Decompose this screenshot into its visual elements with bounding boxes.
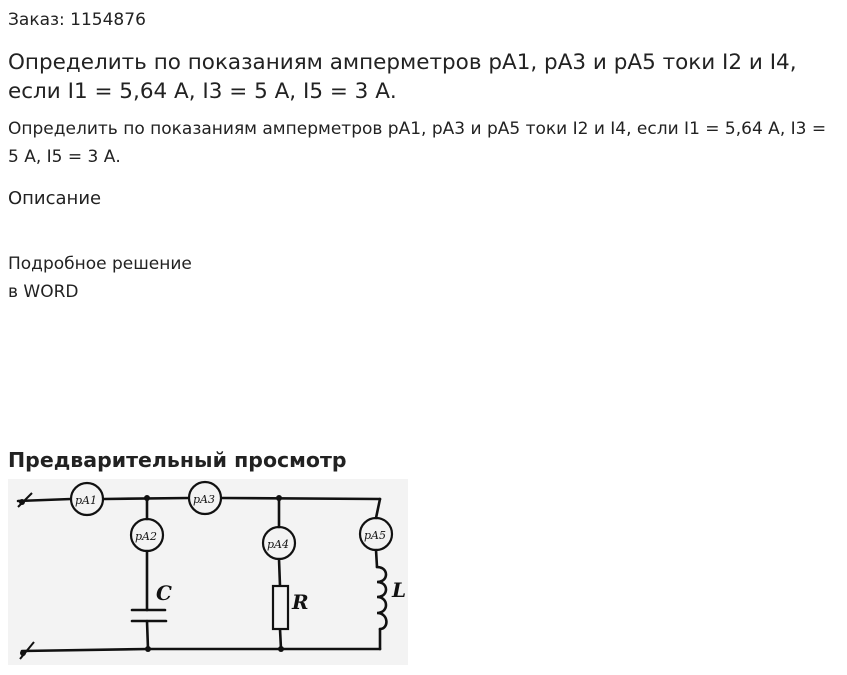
- resistor: [273, 586, 288, 629]
- ammeter-pa5-label: pA5: [364, 529, 386, 542]
- input-terminal-dot: [19, 499, 25, 505]
- ammeter-pa4-label: pA4: [267, 538, 289, 551]
- capacitor-plates: [132, 610, 166, 621]
- description-heading: Описание: [8, 188, 102, 209]
- ammeter-pa4: [263, 527, 295, 559]
- ammeter-pa3-label: pA3: [193, 493, 215, 506]
- circuit-diagram-image: [8, 479, 408, 665]
- ammeter-pa5: [360, 518, 392, 550]
- inductor-coil: [377, 567, 386, 629]
- order-number: Заказ: 1154876: [8, 10, 146, 30]
- ammeter-pa2: [131, 519, 163, 551]
- output-terminal-dot: [20, 650, 26, 656]
- solution-note: [8, 250, 192, 306]
- ammeter-pa3: [189, 482, 221, 514]
- ammeter-pa1-label: pA1: [75, 494, 97, 507]
- task-text: Определить по показаниям амперметров pA1, pA3 и pA5 токи I2 и I4, если I1 = 5,64 А, I3 = 5 А, I5 = 3 А.: [8, 119, 827, 167]
- ammeter-pa1: [71, 483, 103, 515]
- solution-line-2: в WORD: [8, 282, 79, 302]
- node-dot: [278, 646, 284, 652]
- task-title: Определить по показаниям амперметров pA1, pA3 и pA5 токи I2 и I4, если I1 = 5,64 А, I3 = 5 А, I5 = 3 А.: [8, 50, 797, 104]
- solution-line-1: Подробное решение: [8, 254, 192, 274]
- ammeter-pa2-label: pA2: [135, 530, 157, 543]
- circuit-diagram: [8, 479, 408, 665]
- bottom-wire: [22, 649, 380, 651]
- node-dot: [145, 646, 151, 652]
- capacitor-label: C: [156, 581, 172, 605]
- resistor-label: R: [292, 590, 309, 614]
- preview-heading: Предварительный просмотр: [8, 448, 347, 472]
- inductor-label: L: [392, 578, 407, 602]
